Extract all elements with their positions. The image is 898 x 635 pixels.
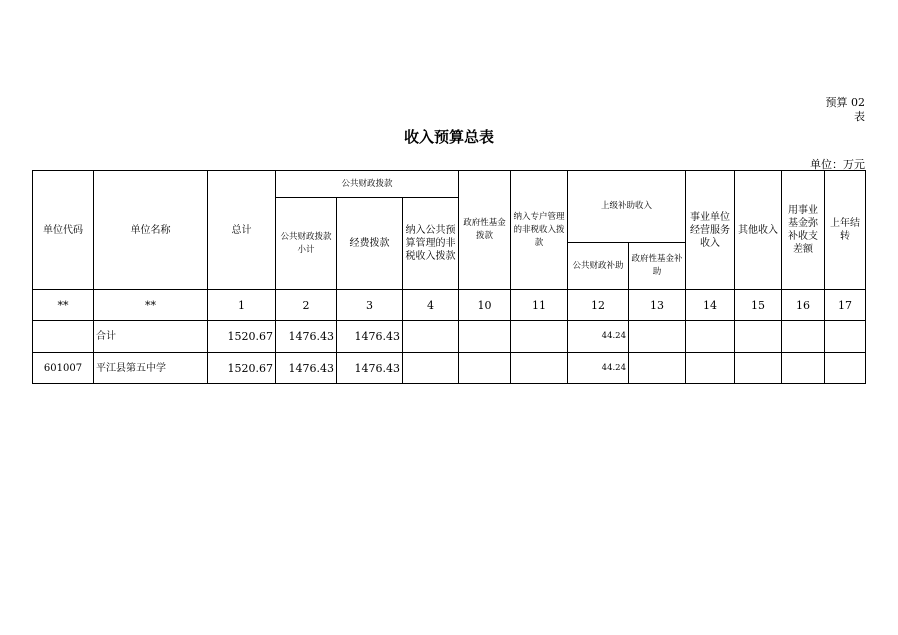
- header-unit-code: 单位代码: [33, 171, 94, 290]
- cell-public-finance-subtotal: 1476.43: [276, 321, 337, 353]
- table-row: [33, 353, 866, 384]
- cell-empty: [511, 353, 568, 384]
- cell-empty: [403, 321, 459, 353]
- header-superior-subsidy: 上级补助收入: [568, 171, 686, 243]
- cell-empty: [629, 321, 686, 353]
- index-cell: 12: [568, 290, 629, 321]
- index-cell: **: [94, 290, 208, 321]
- index-cell: 13: [629, 290, 686, 321]
- cell-empty: [825, 353, 866, 384]
- index-cell: **: [33, 290, 94, 321]
- page-title: 收入预算总表: [403, 128, 494, 146]
- index-cell: 16: [782, 290, 825, 321]
- header-prior-year-carryover: 上年结转: [825, 171, 866, 290]
- cell-unit-name: 平江县第五中学: [94, 353, 208, 384]
- index-cell: 4: [403, 290, 459, 321]
- index-cell: 1: [208, 290, 276, 321]
- header-non-tax-income: 纳入公共预算管理的非税收入拨款: [403, 198, 459, 290]
- index-cell: 14: [686, 290, 735, 321]
- form-number-line1: 预算 02: [825, 96, 865, 109]
- cell-empty: [629, 353, 686, 384]
- cell-operating-funds: 1476.43: [337, 353, 403, 384]
- table-row: [33, 321, 866, 353]
- cell-empty: [686, 321, 735, 353]
- form-number: [826, 96, 866, 124]
- cell-public-finance-subtotal: 1476.43: [276, 353, 337, 384]
- cell-public-finance-subsidy: 44.24: [568, 353, 629, 384]
- budget-table: [32, 170, 866, 384]
- cell-empty: [825, 321, 866, 353]
- header-gov-fund: 政府性基金拨款: [459, 171, 511, 290]
- cell-total: 1520.67: [208, 353, 276, 384]
- cell-empty: [459, 321, 511, 353]
- header-public-finance: 公共财政拨款: [276, 171, 459, 198]
- index-cell: 17: [825, 290, 866, 321]
- index-cell: 15: [735, 290, 782, 321]
- header-business-income: 事业单位经营服务收入: [686, 171, 735, 290]
- header-operating-funds: 经费拨款: [337, 198, 403, 290]
- cell-public-finance-subsidy: 44.24: [568, 321, 629, 353]
- header-total: 总计: [208, 171, 276, 290]
- cell-unit-name: 合计: [94, 321, 208, 353]
- header-gov-fund-subsidy: 政府性基金补助: [629, 243, 686, 290]
- cell-operating-funds: 1476.43: [337, 321, 403, 353]
- index-cell: 10: [459, 290, 511, 321]
- cell-empty: [686, 353, 735, 384]
- cell-unit-code: 601007: [33, 353, 94, 384]
- header-special-non-tax: 纳入专户管理的非税收入拨款: [511, 171, 568, 290]
- cell-empty: [782, 353, 825, 384]
- index-cell: 11: [511, 290, 568, 321]
- cell-total: 1520.67: [208, 321, 276, 353]
- cell-unit-code: [33, 321, 94, 353]
- header-public-finance-subtotal: 公共财政拨款小计: [276, 198, 337, 290]
- index-row: [33, 290, 866, 321]
- form-number-line2: 表: [854, 110, 865, 123]
- header-row-1: [33, 171, 866, 198]
- cell-empty: [735, 353, 782, 384]
- header-public-finance-subsidy: 公共财政补助: [568, 243, 629, 290]
- cell-empty: [459, 353, 511, 384]
- index-cell: 3: [337, 290, 403, 321]
- cell-empty: [782, 321, 825, 353]
- cell-empty: [403, 353, 459, 384]
- cell-empty: [735, 321, 782, 353]
- header-other-income: 其他收入: [735, 171, 782, 290]
- index-cell: 2: [276, 290, 337, 321]
- cell-empty: [511, 321, 568, 353]
- unit-label: 单位：万元: [810, 158, 865, 171]
- header-unit-name: 单位名称: [94, 171, 208, 290]
- header-fund-offset: 用事业基金弥补收支差额: [782, 171, 825, 290]
